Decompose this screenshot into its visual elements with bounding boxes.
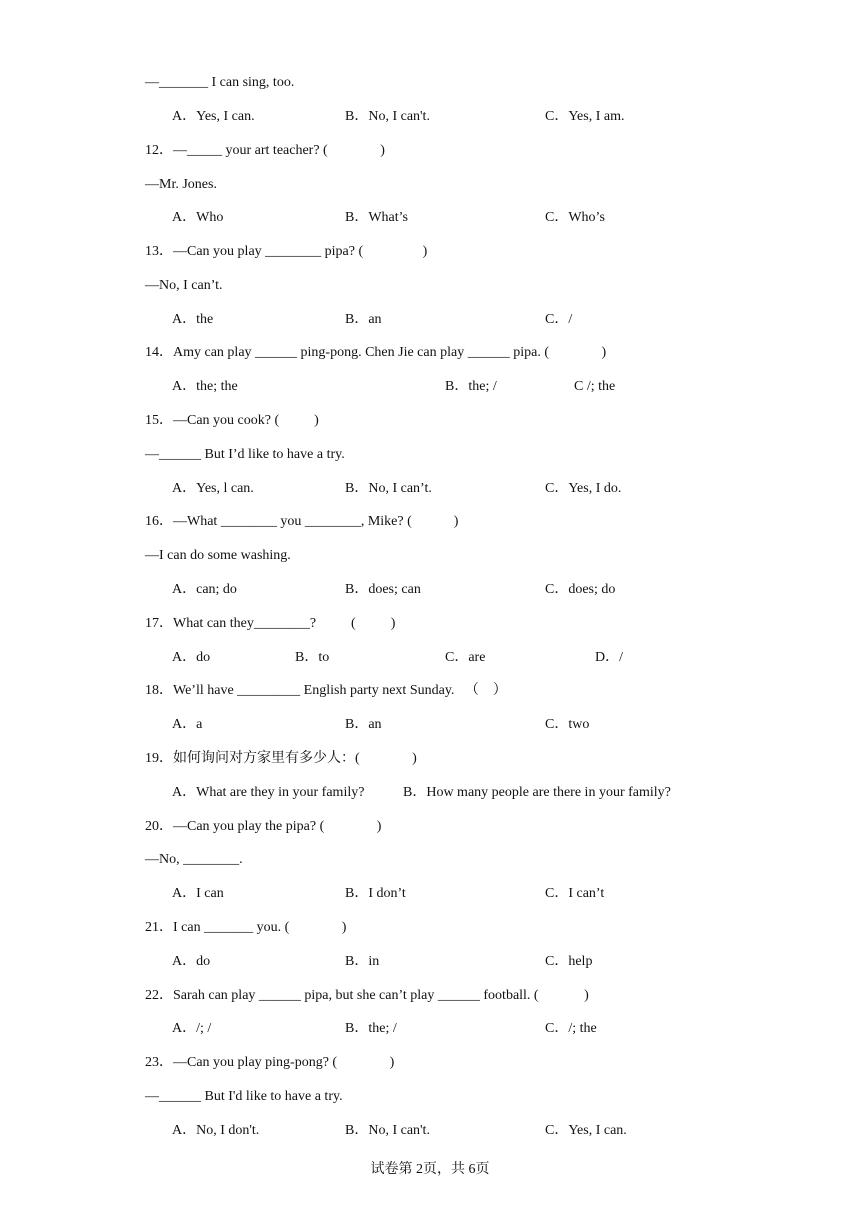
answer-option: C．I can’t bbox=[545, 886, 605, 901]
answer-option: A．Yes, l can. bbox=[172, 481, 254, 496]
answer-option: B．What’s bbox=[345, 210, 408, 225]
question-line: 21．I can _______ you. ( ) bbox=[145, 920, 347, 935]
question-line: —Mr. Jones. bbox=[145, 177, 217, 192]
question-line: 19．如何询问对方家里有多少人：( ) bbox=[145, 751, 417, 766]
answer-option: C．are bbox=[445, 650, 486, 665]
answer-option: B．the; / bbox=[445, 379, 497, 394]
answer-option: A．Yes, I can. bbox=[172, 109, 255, 124]
answer-option: A．No, I don't. bbox=[172, 1123, 260, 1138]
question-line: 14．Amy can play ______ ping-pong. Chen Jie can play ______ pipa. ( ) bbox=[145, 345, 607, 360]
answer-option: C．Yes, I can. bbox=[545, 1123, 627, 1138]
answer-option: C．Who’s bbox=[545, 210, 605, 225]
answer-option: A．the bbox=[172, 312, 214, 327]
question-line: —______ But I’d like to have a try. bbox=[145, 447, 345, 462]
answer-option: A．/; / bbox=[172, 1021, 212, 1036]
answer-option: B．an bbox=[345, 717, 382, 732]
answer-option: A．What are they in your family? bbox=[172, 785, 365, 800]
answer-option: A．the; the bbox=[172, 379, 238, 394]
answer-option: B．I don’t bbox=[345, 886, 406, 901]
question-line: —______ But I'd like to have a try. bbox=[145, 1089, 343, 1104]
question-line: 17．What can they________? ( ) bbox=[145, 616, 396, 631]
question-line: 18．We’ll have _________ English party next Sunday. （ ） bbox=[145, 683, 507, 698]
question-line: 13．—Can you play ________ pipa? ( ) bbox=[145, 244, 428, 259]
question-line: 12．—_____ your art teacher? ( ) bbox=[145, 143, 385, 158]
answer-option: B．No, I can't. bbox=[345, 109, 430, 124]
answer-option: C．does; do bbox=[545, 582, 616, 597]
answer-option: A．Who bbox=[172, 210, 224, 225]
answer-option: A．do bbox=[172, 650, 211, 665]
question-line: —No, ________. bbox=[145, 852, 243, 867]
question-line: 15．—Can you cook? ( ) bbox=[145, 413, 319, 428]
answer-option: B．does; can bbox=[345, 582, 421, 597]
answer-option: B．the; / bbox=[345, 1021, 397, 1036]
answer-option: A．a bbox=[172, 717, 203, 732]
answer-option: B．No, I can't. bbox=[345, 1123, 430, 1138]
answer-option: B．an bbox=[345, 312, 382, 327]
question-line: —I can do some washing. bbox=[145, 548, 291, 563]
question-line: 22．Sarah can play ______ pipa, but she can’t play ______ football. ( ) bbox=[145, 988, 589, 1003]
question-line: 16．—What ________ you ________, Mike? ( ) bbox=[145, 514, 459, 529]
answer-option: C．help bbox=[545, 954, 593, 969]
question-line: 20．—Can you play the pipa? ( ) bbox=[145, 819, 382, 834]
answer-option: C．/ bbox=[545, 312, 573, 327]
answer-option: B．to bbox=[295, 650, 330, 665]
question-line: —No, I can’t. bbox=[145, 278, 223, 293]
answer-option: B．No, I can’t. bbox=[345, 481, 432, 496]
answer-option: B．in bbox=[345, 954, 380, 969]
answer-option: D．/ bbox=[595, 650, 623, 665]
answer-option: C．/; the bbox=[545, 1021, 597, 1036]
answer-option: A．can; do bbox=[172, 582, 237, 597]
answer-option: B．How many people are there in your family? bbox=[403, 785, 671, 800]
page-footer: 试卷第 2页，共 6页 bbox=[370, 1162, 490, 1177]
answer-option: C /; the bbox=[574, 379, 616, 394]
question-line: —_______ I can sing, too. bbox=[145, 75, 295, 90]
answer-option: A．do bbox=[172, 954, 211, 969]
question-line: 23．—Can you play ping-pong? ( ) bbox=[145, 1055, 395, 1070]
answer-option: C．Yes, I do. bbox=[545, 481, 622, 496]
answer-option: C．two bbox=[545, 717, 590, 732]
answer-option: A．I can bbox=[172, 886, 224, 901]
answer-option: C．Yes, I am. bbox=[545, 109, 625, 124]
